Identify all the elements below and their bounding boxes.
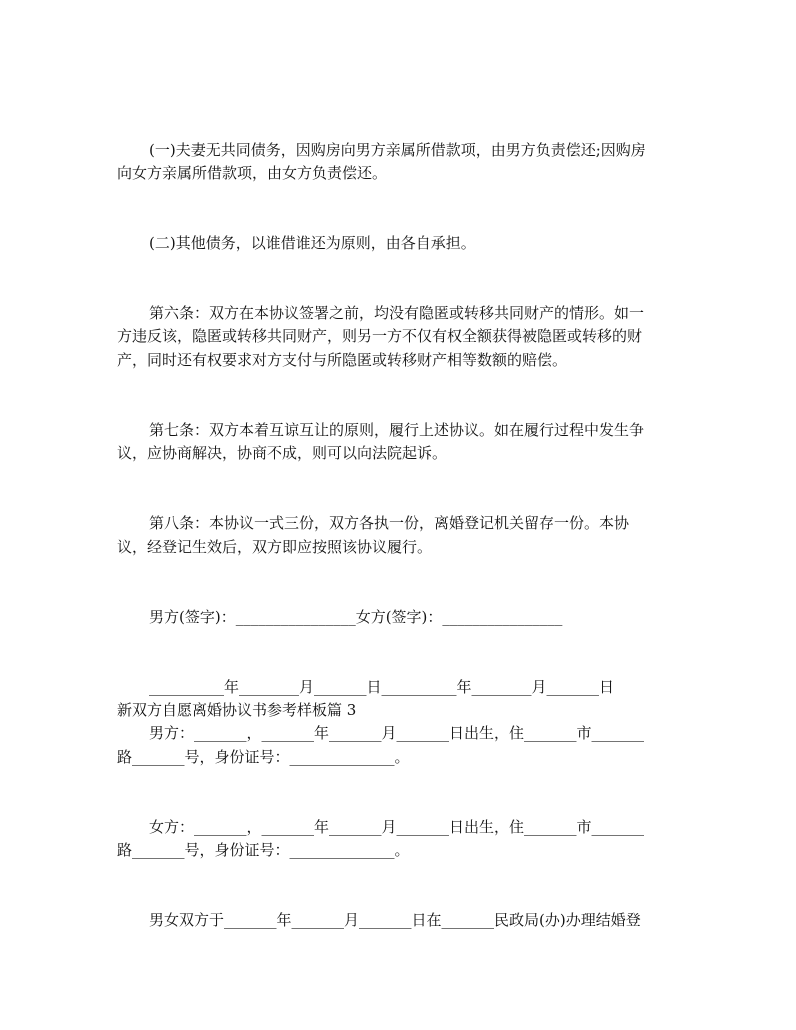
article-six-line-1: 第六条：双方在本协议签署之前，均没有隐匿或转移共同财产的情形。如一 (149, 304, 645, 322)
section-heading: 新双方自愿离婚协议书参考样板篇 3 (117, 701, 357, 719)
article-eight-line-1: 第八条：本协议一式三份，双方各执一份，离婚登记机关留存一份。本协 (149, 514, 630, 532)
paragraph-debt-one-line-2: 向女方亲属所借款项，由女方负责偿还。 (117, 164, 388, 182)
paragraph-debt-two: (二)其他债务，以谁借谁还为原则，由各自承担。 (149, 234, 476, 252)
date-line: __________年________月_______日__________年________月_______日 (149, 678, 615, 696)
male-party-line-2: 路_______号，身份证号：______________。 (117, 748, 410, 766)
article-seven-line-1: 第七条：双方本着互谅互让的原则，履行上述协议。如在履行过程中发生争 (149, 421, 645, 439)
article-eight-line-2: 议，经登记生效后，双方即应按照该协议履行。 (117, 538, 433, 556)
paragraph-debt-one-line-1: (一)夫妻无共同债务，因购房向男方亲属所借款项，由男方负责偿还;因购房 (149, 141, 646, 159)
male-party-line-1: 男方：_______，_______年_______月_______日出生，住_______市_______ (149, 724, 645, 742)
article-six-line-3: 产，同时还有权要求对方支付与所隐匿或转移财产相等数额的赔偿。 (117, 351, 568, 369)
article-six-line-2: 方违反该，隐匿或转移共同财产，则另一方不仅有权全额获得被隐匿或转移的财 (117, 327, 643, 345)
female-party-line-2: 路_______号，身份证号：______________。 (117, 841, 410, 859)
article-seven-line-2: 议，应协商解决，协商不成，则可以向法院起诉。 (117, 444, 448, 462)
marriage-registration-line: 男女双方于_______年_______月_______日在_______民政局(办)办理结婚登 (149, 911, 641, 929)
female-party-line-1: 女方：_______，_______年_______月_______日出生，住_______市_______ (149, 818, 645, 836)
signature-line: 男方(签字)：________________女方(签字)：________________ (149, 608, 563, 626)
